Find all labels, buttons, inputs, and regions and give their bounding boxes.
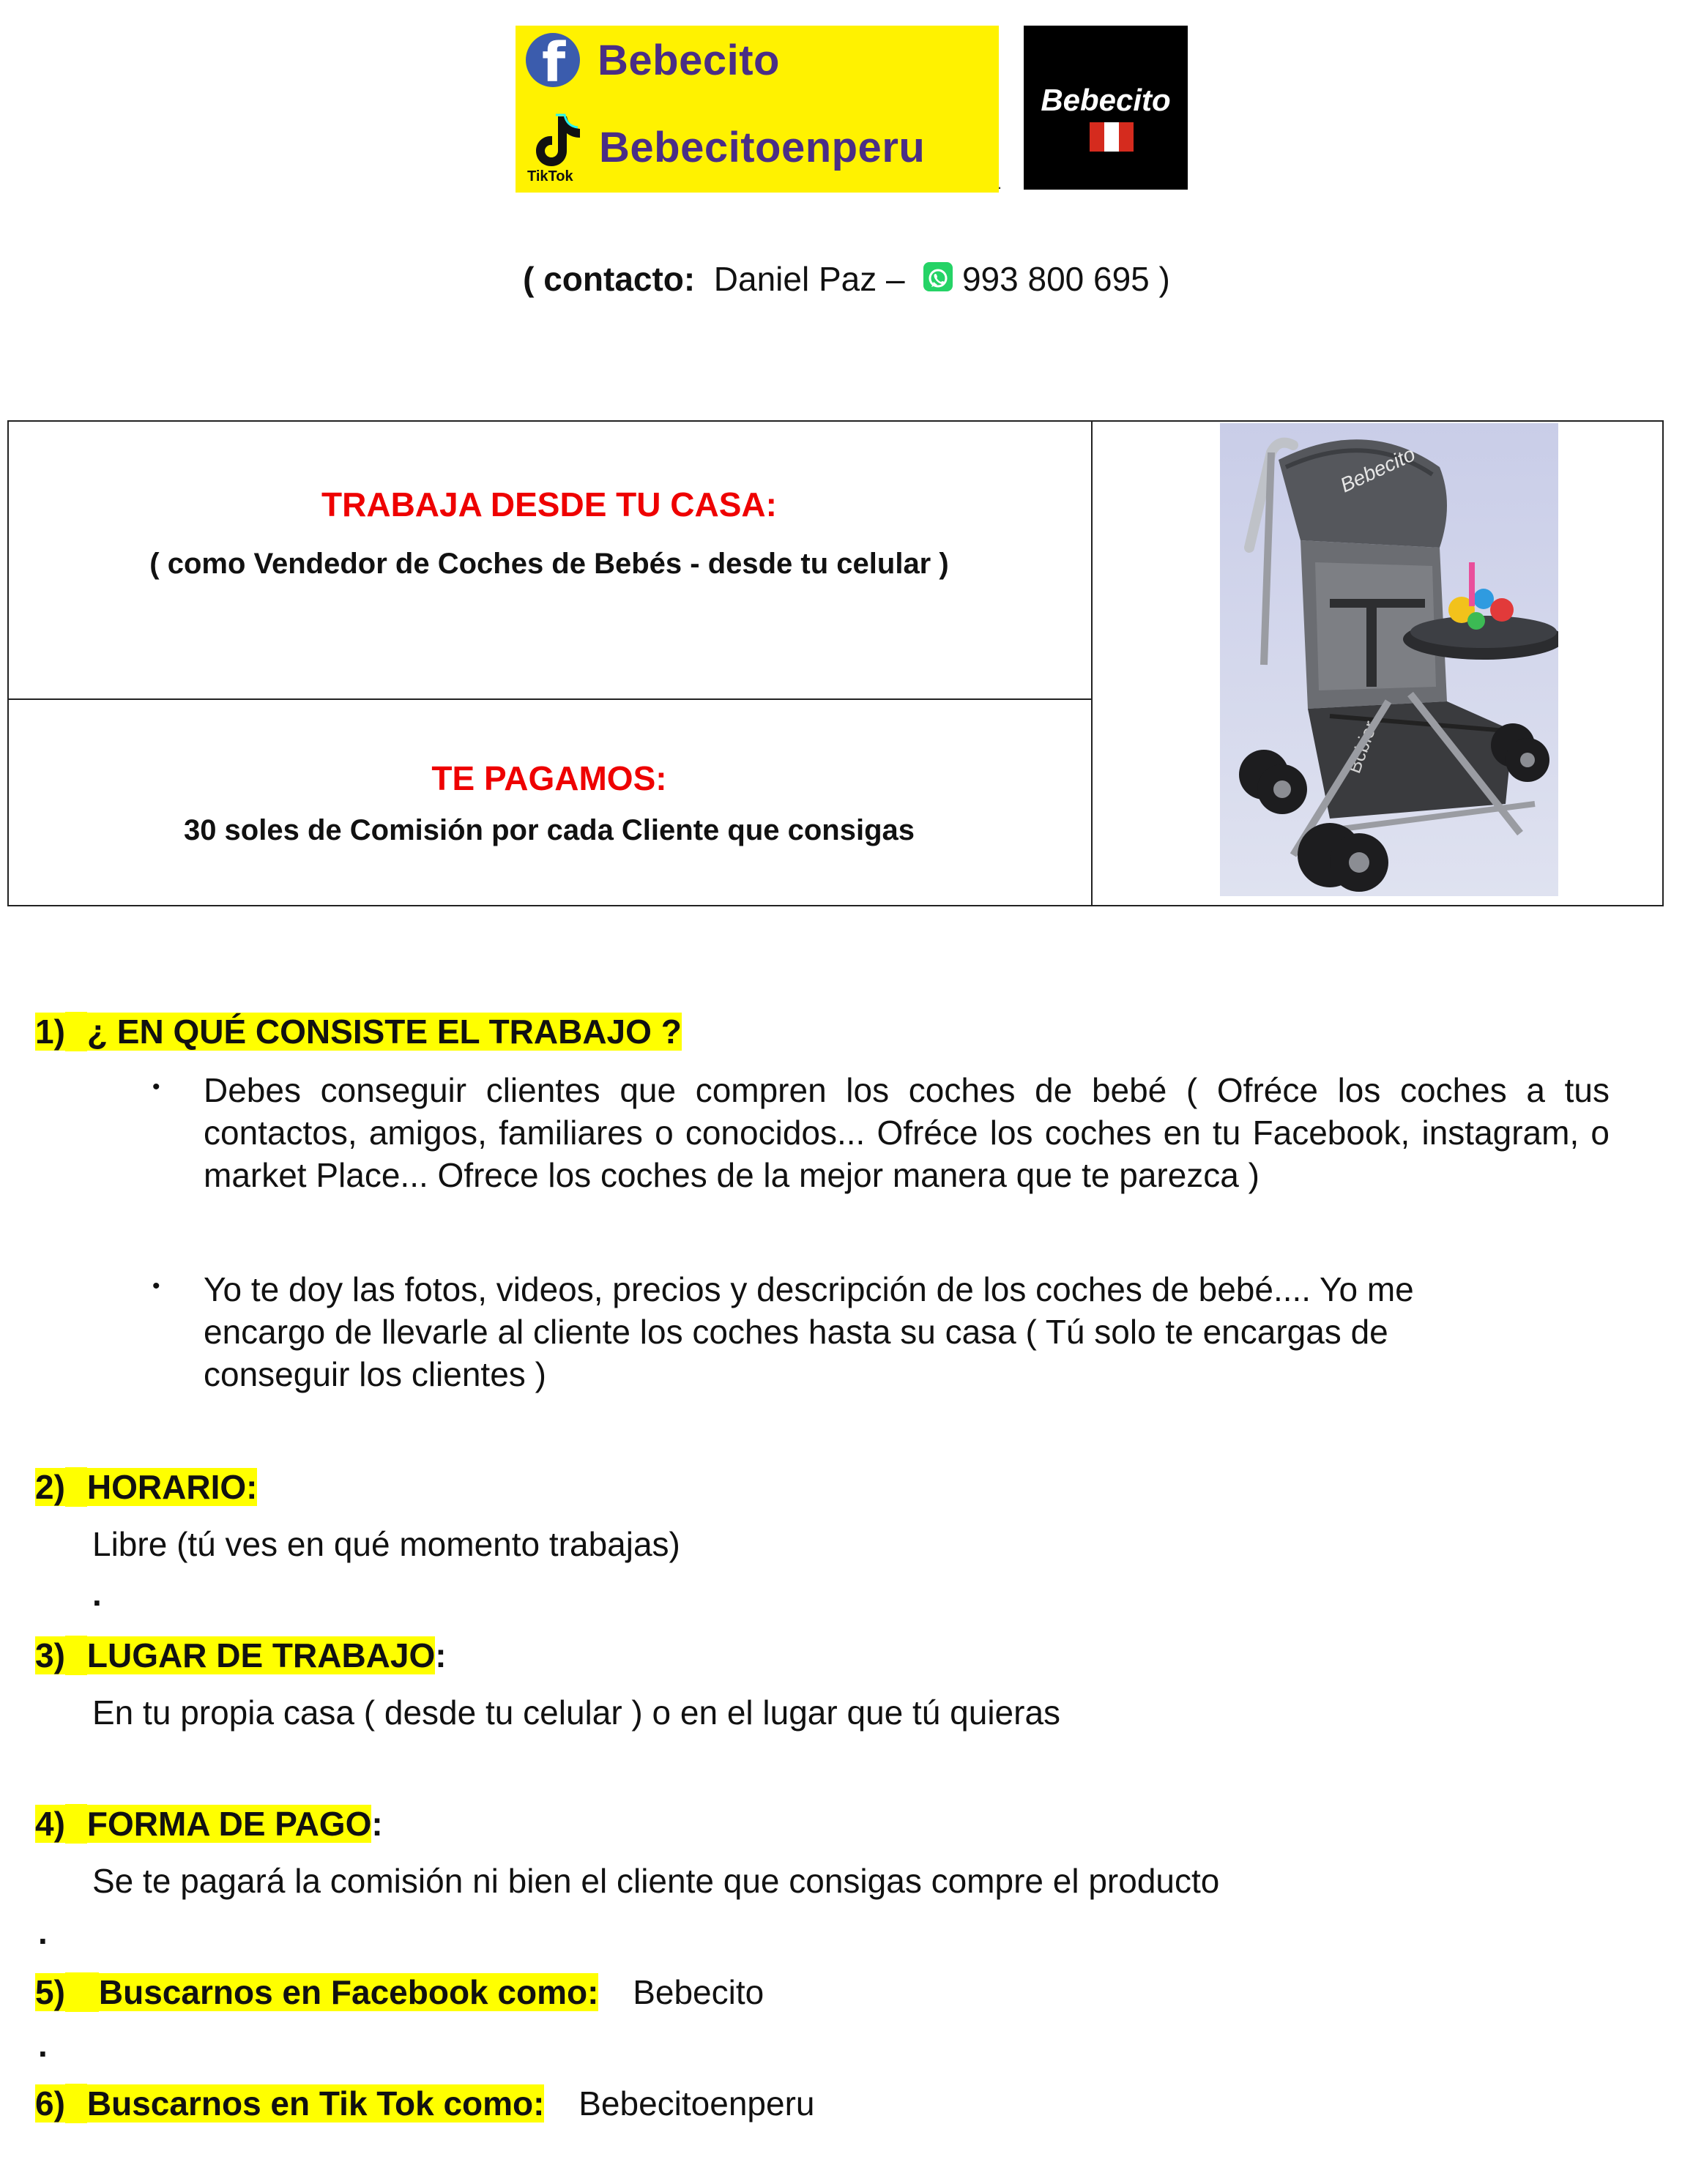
section-1-bullet-2: Yo te doy las fotos, videos, precios y descripción de los coches de bebé.... Yo me encargo de llevarle al cliente los coches hasta su casa ( Tú solo te encargas de conseguir los clientes ) (204, 1270, 1414, 1393)
table-divider-vertical (1091, 420, 1093, 906)
section-number: 2) (35, 1468, 65, 1506)
section-3-heading (35, 1636, 447, 1675)
section-2-heading (35, 1467, 257, 1507)
section-title-colon: : (371, 1805, 383, 1843)
section-4-body: Se te pagará la comisión ni bien el cliente que consigas compre el producto (92, 1862, 1220, 1900)
facebook-tiktok-banner (516, 26, 999, 193)
bullet-icon: • (152, 1274, 160, 1298)
section-5-heading (35, 1972, 764, 2012)
tiktok-icon (526, 112, 587, 185)
section-title: LUGAR DE TRABAJO (86, 1636, 436, 1674)
bebecito-logo (1024, 26, 1188, 190)
section-1-heading (35, 1012, 682, 1051)
separator-dot: . (92, 1575, 102, 1613)
section-title: HORARIO: (86, 1468, 258, 1506)
offer-subtitle-seller: ( como Vendedor de Coches de Bebés - desde tu celular ) (149, 548, 949, 580)
separator-dot: . (38, 1913, 48, 1951)
tiktok-search-value: Bebecitoenperu (578, 2084, 815, 2122)
canopy-logo-text: Bebecito (1336, 442, 1419, 497)
bullet-icon: • (152, 1075, 160, 1099)
section-title: Buscarnos en Facebook como: (98, 1973, 599, 2011)
section-4-heading (35, 1804, 383, 1844)
peru-flag-icon (1090, 122, 1134, 152)
facebook-name: Bebecito (598, 36, 780, 84)
flag-stripe (1090, 122, 1104, 152)
banner-separator: . (997, 174, 1002, 193)
section-number: 1) (35, 1013, 65, 1051)
facebook-icon: f (526, 33, 580, 87)
flag-stripe (1119, 122, 1134, 152)
section-title: Buscarnos en Tik Tok como: (86, 2084, 545, 2122)
section-3-body: En tu propia casa ( desde tu celular ) o en el lugar que tú quieras (92, 1693, 1061, 1732)
contact-close-paren: ) (1158, 260, 1170, 298)
section-title: FORMA DE PAGO (86, 1805, 372, 1843)
flag-stripe (1104, 122, 1119, 152)
stroller-photo (1220, 423, 1558, 896)
tiktok-row (526, 112, 926, 185)
separator-dot: . (38, 2026, 48, 2064)
offer-subtitle-commission: 30 soles de Comisión por cada Cliente que consigas (183, 814, 915, 846)
section-number: 3) (35, 1636, 65, 1674)
facebook-search-value: Bebecito (633, 1973, 764, 2011)
section-number: 4) (35, 1805, 65, 1843)
logo-text: Bebecito (1041, 83, 1171, 117)
section-title: ¿ EN QUÉ CONSISTE EL TRABAJO ? (86, 1013, 682, 1051)
section-6-heading (35, 2084, 815, 2123)
contact-name: Daniel Paz – (713, 260, 905, 298)
section-number: 6) (35, 2084, 65, 2122)
section-2-body: Libre (tú ves en qué momento trabajas) (92, 1525, 680, 1563)
contact-open-paren: ( (523, 260, 535, 298)
section-1-bullet-1: Debes conseguir clientes que compren los coches de bebé ( Ofréce los coches a tus contactos, amigos, familiares o conocidos... Ofréce los coches en tu Facebook, instagram, o market Place... Ofrece los coches de la mejor manera que te parezca ) (204, 1071, 1610, 1194)
section-title-colon: : (435, 1636, 447, 1674)
contact-label: contacto: (543, 260, 696, 298)
offer-title-work-from-home: TRABAJA DESDE TU CASA: (321, 485, 777, 523)
tiktok-name: Bebecitoenperu (599, 123, 926, 171)
tiktok-label: TikTok (527, 168, 573, 185)
table-divider-horizontal (7, 698, 1093, 700)
offer-title-we-pay: TE PAGAMOS: (431, 759, 667, 797)
whatsapp-icon (923, 262, 953, 291)
contact-phone: 993 800 695 (961, 260, 1150, 298)
contact-line (0, 259, 1693, 299)
section-number: 5) (35, 1973, 65, 2011)
facebook-row (526, 31, 780, 94)
